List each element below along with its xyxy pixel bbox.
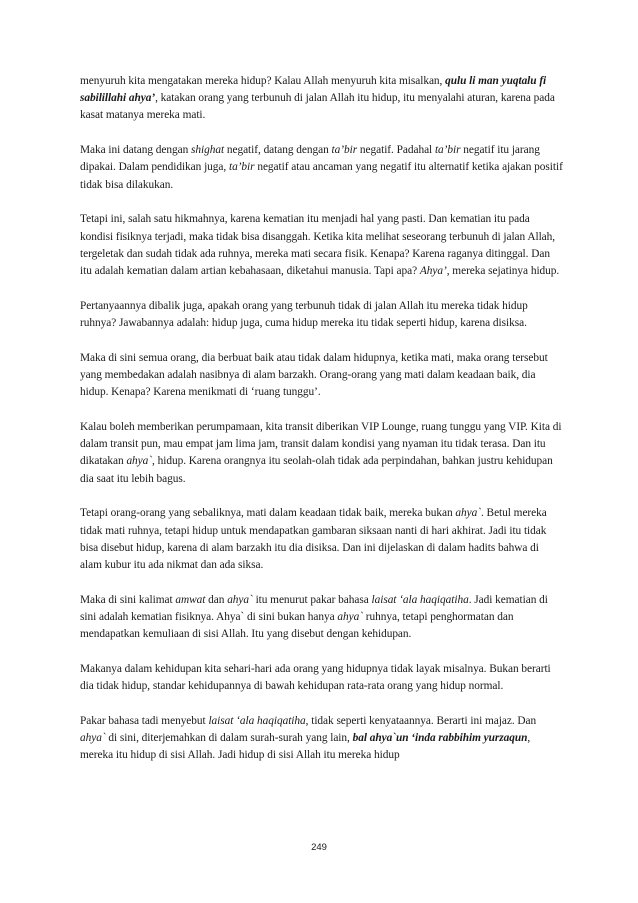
text-run: negatif, datang dengan bbox=[224, 144, 332, 157]
emphasized-term: laisat ‘ala haqiqatiha bbox=[208, 715, 306, 728]
emphasized-term: ahya` bbox=[455, 507, 481, 520]
paragraph bbox=[80, 505, 563, 574]
text-run: Maka ini datang dengan bbox=[80, 144, 191, 157]
text-run: . Betul mereka tidak mati ruhnya, tetapi hidup untuk mendapatkan gambaran siksaan nanti di hari akhirat. Jadi itu tidak bisa disebut hidup, karena di alam barzakh itu dia disiksa. Dan ini dijelaskan di dalam hadits bahwa di alam kubur itu ada nikmat dan ada siksa. bbox=[80, 507, 547, 572]
emphasized-term: shighat bbox=[191, 144, 225, 157]
paragraph bbox=[80, 298, 563, 332]
paragraph bbox=[80, 419, 563, 488]
text-run: di sini, diterjemahkan di dalam surah-surah yang lain, bbox=[105, 732, 353, 745]
page-number: 249 bbox=[311, 842, 327, 853]
emphasized-term: bal ahya`un ‘inda rabbihim yurzaqun bbox=[352, 732, 528, 745]
paragraph bbox=[80, 592, 563, 644]
text-run: Kalau boleh memberikan perumpamaan, kita transit diberikan VIP Lounge, ruang tunggu yang VIP. Kita di dalam transit pun, mau empat jam lima jam, transit dalam kondisi yang nyaman itu tidak terasa. Dan itu dikatakan bbox=[80, 421, 562, 468]
text-run: negatif itu jarang dipakai. Dalam pendidikan juga, bbox=[80, 144, 540, 174]
text-run: negatif atau ancaman yang negatif itu alternatif ketika ajakan positif tidak bisa dilakukan. bbox=[80, 161, 563, 191]
emphasized-term: ahya` bbox=[337, 611, 363, 624]
emphasized-term: ahya` bbox=[126, 455, 153, 468]
emphasized-term: qulu li man yuqtalu fi sabilillahi ahya’ bbox=[80, 75, 547, 105]
text-run: menyuruh kita mengatakan mereka hidup? Kalau Allah menyuruh kita misalkan, bbox=[80, 75, 446, 87]
text-run: , mereka sejatinya hidup. bbox=[446, 265, 560, 278]
text-run: Tetapi ini, salah satu hikmahnya, karena kematian itu menjadi hal yang pasti. Dan kematian itu pada kondisi fisiknya terjadi, maka tidak bisa disanggah. Ketika kita melihat seseorang terbunuh di jalan Allah, tergeletak dan sudah tidak ada ruhnya, mereka mati secara fisik. Kenapa? Karena raganya ditinggal. Dan itu adalah kematian dalam artian kebahasaan, diketahui manusia. Tapi apa? bbox=[80, 213, 556, 278]
emphasized-term: ahya` bbox=[80, 732, 106, 745]
text-run: Tetapi orang-orang yang sebaliknya, mati dalam keadaan tidak baik, mereka bukan bbox=[80, 507, 456, 520]
emphasized-term: Ahya’ bbox=[419, 265, 447, 278]
text-run: . Jadi kematian di sini adalah kematian fisiknya. Ahya` di sini bukan hanya bbox=[80, 593, 548, 624]
text-run: , hidup. Karena orangnya itu seolah-olah tidak ada perpindahan, bahkan justru kehidupan dia saat itu lebih bagus. bbox=[80, 455, 553, 485]
text-run: Maka di sini kalimat bbox=[80, 593, 176, 606]
text-run: , mereka itu hidup di sisi Allah. Jadi hidup di sisi Allah itu mereka hidup bbox=[80, 732, 531, 762]
text-run: Maka di sini semua orang, dia berbuat baik atau tidak dalam hidupnya, ketika mati, maka orang tersebut yang membedakan adalah nasibnya di alam barzakh. Orang-orang yang mati dalam keadaan baik, dia hidup. Kenapa? Karena menikmati di ‘ruang tunggu’. bbox=[80, 351, 548, 399]
emphasized-term: laisat ‘ala haqiqatiha bbox=[371, 593, 469, 606]
emphasized-term: ahya` bbox=[227, 593, 253, 606]
document-body bbox=[80, 73, 563, 782]
text-run: negatif. Padahal bbox=[357, 144, 435, 157]
paragraph bbox=[80, 661, 563, 695]
text-run: , tidak seperti kenyataannya. Berarti ini majaz. Dan bbox=[305, 715, 537, 728]
text-run: Makanya dalam kehidupan kita sehari-hari ada orang yang hidupnya tidak layak misalnya. Bukan berarti dia tidak hidup, standar kehidupannya di bawah kehidupan rata-rata orang yang hidup normal. bbox=[80, 663, 551, 693]
text-run: itu menurut pakar bahasa bbox=[252, 593, 372, 606]
text-run: ruhnya, tetapi penghormatan dan mendapatkan kemuliaan di sisi Allah. Itu yang disebut dengan kehidupan. bbox=[80, 611, 514, 641]
emphasized-term: ta’bir bbox=[434, 144, 461, 157]
text-run: Pakar bahasa tadi menyebut bbox=[80, 715, 209, 728]
paragraph bbox=[80, 211, 563, 280]
paragraph bbox=[80, 73, 563, 125]
emphasized-term: amwat bbox=[175, 593, 206, 606]
paragraph bbox=[80, 142, 563, 194]
emphasized-term: ta’bir bbox=[228, 161, 255, 174]
paragraph bbox=[80, 713, 563, 765]
emphasized-term: ta’bir bbox=[331, 144, 358, 157]
paragraph bbox=[80, 350, 563, 402]
text-run: , katakan orang yang terbunuh di jalan Allah itu hidup, itu menyalahi aturan, karena pada kasat matanya mereka mati. bbox=[80, 92, 555, 122]
text-run: Pertanyaannya dibalik juga, apakah orang yang terbunuh tidak di jalan Allah itu mereka tidak hidup ruhnya? Jawabannya adalah: hidup juga, cuma hidup mereka itu tidak seperti hidup, karena disiksa. bbox=[80, 299, 528, 330]
text-run: dan bbox=[205, 593, 228, 606]
